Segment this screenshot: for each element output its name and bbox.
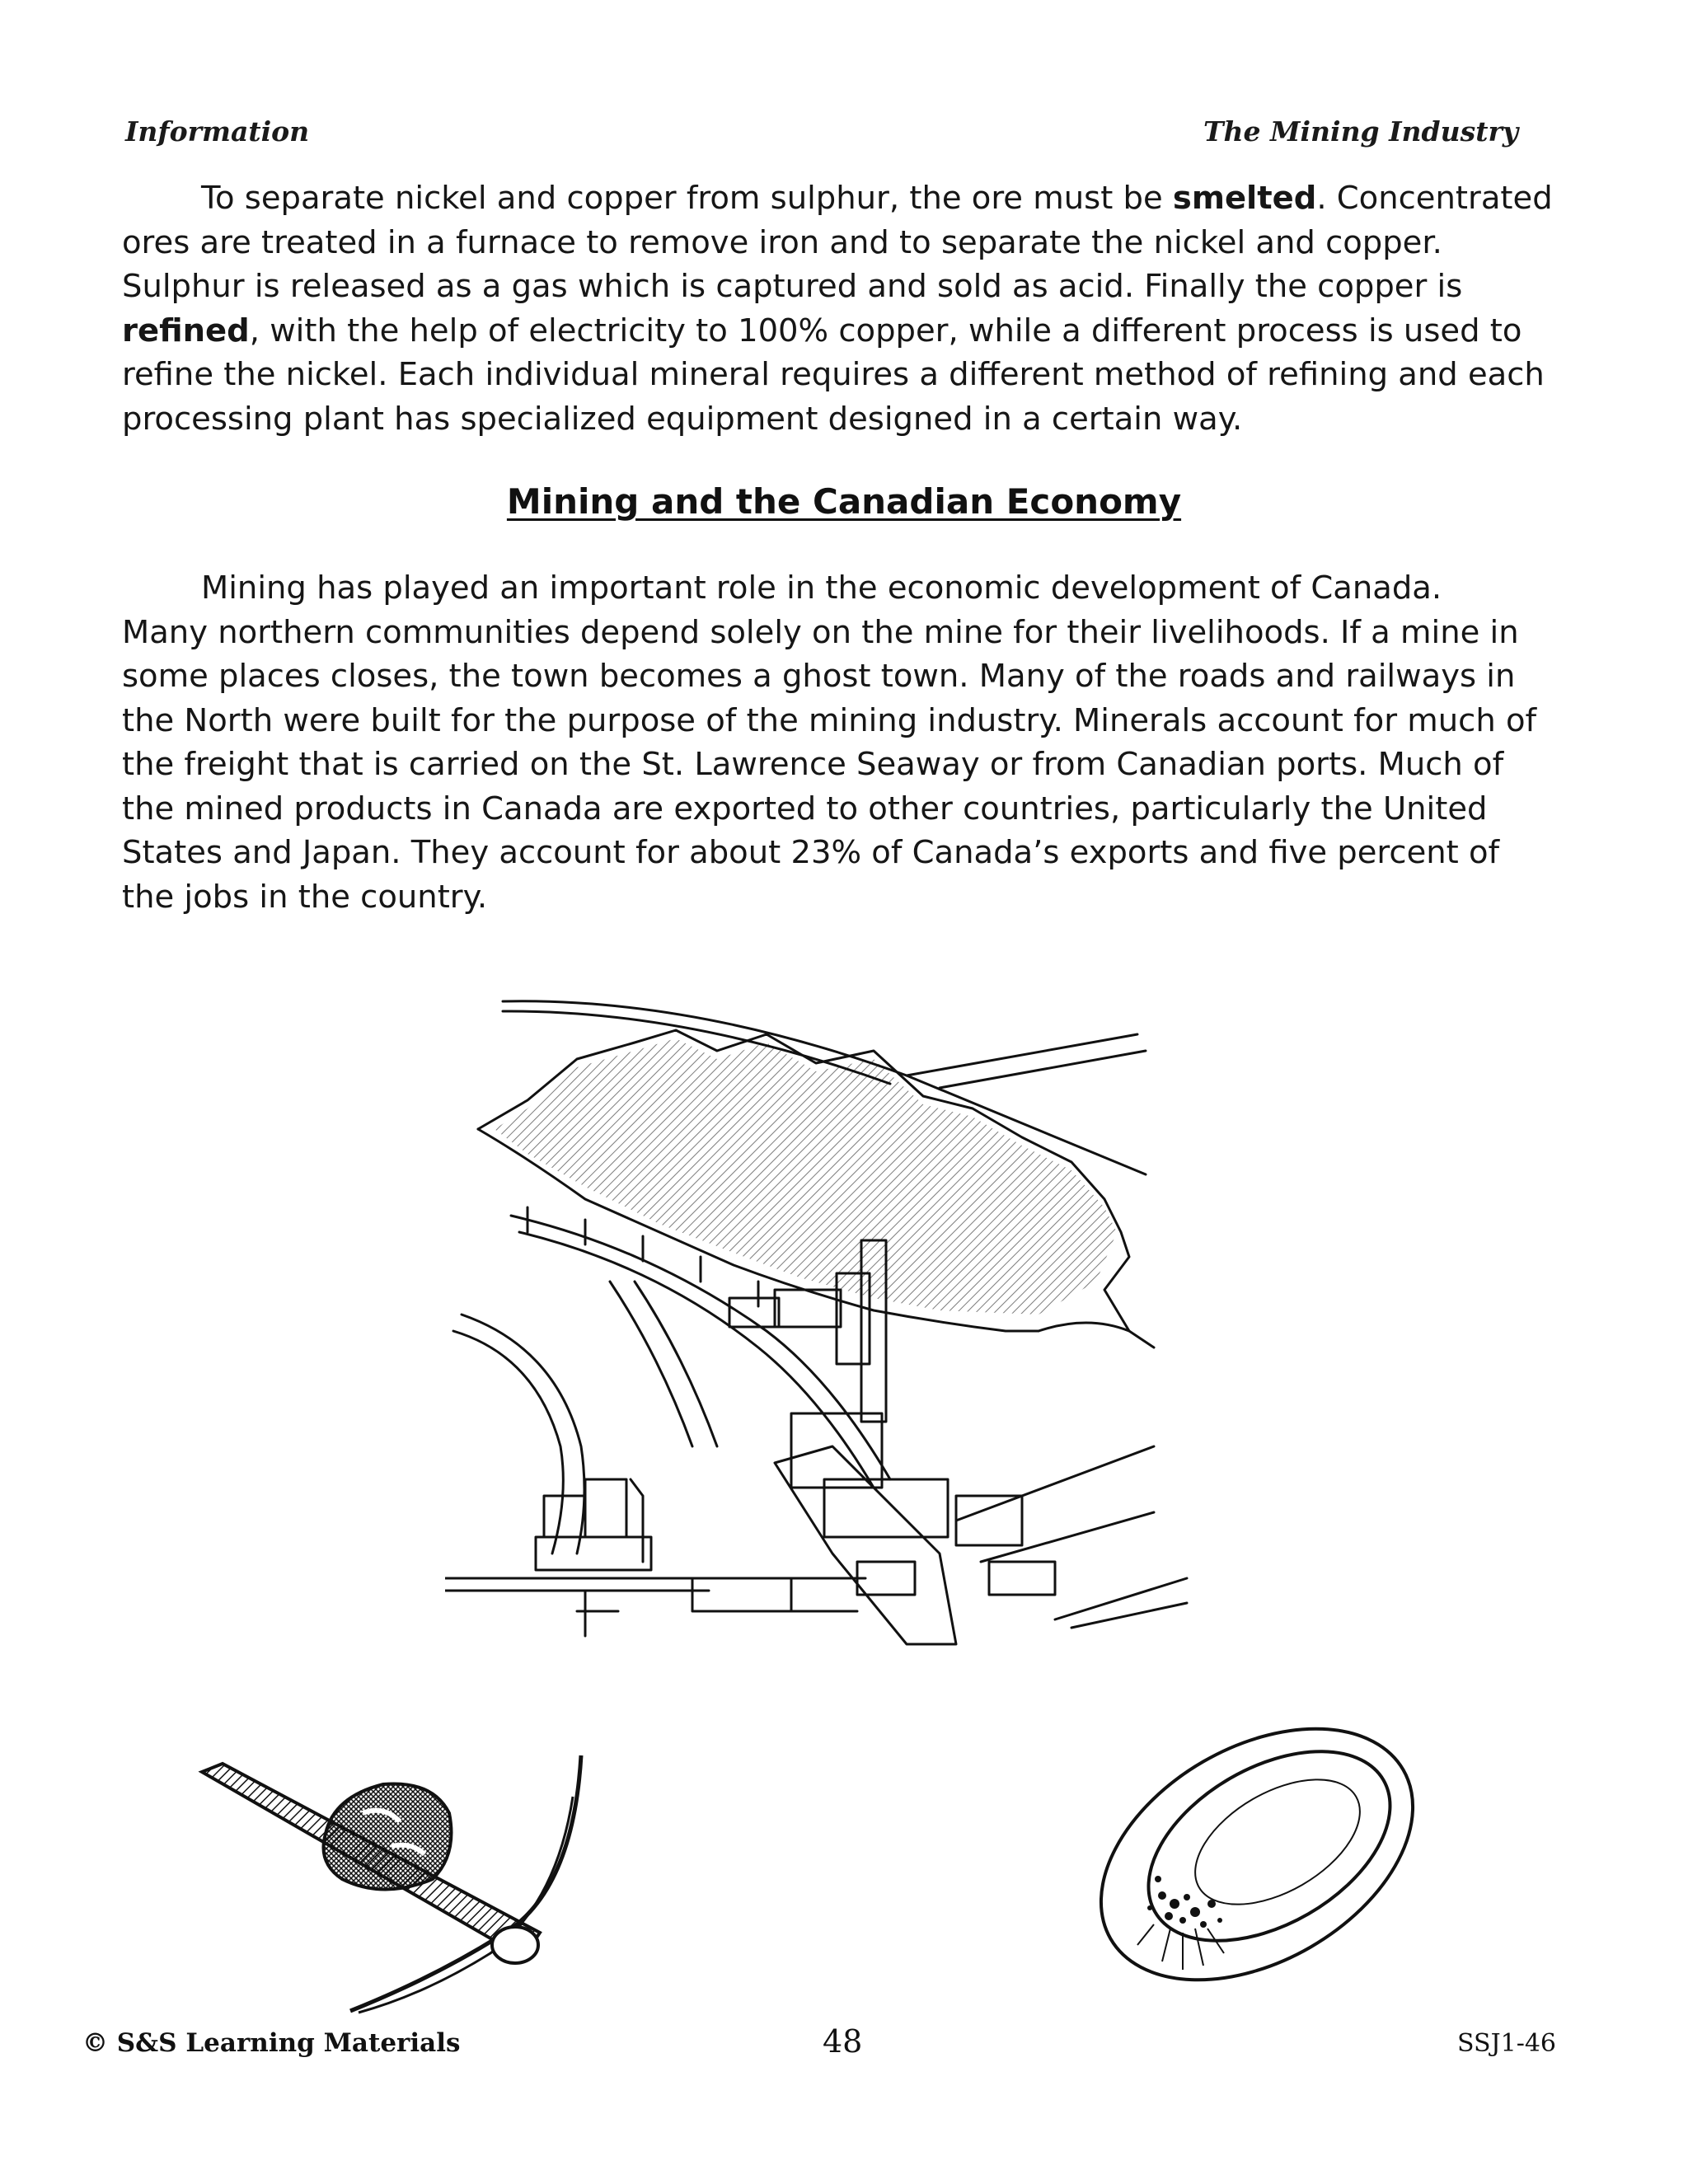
paragraph-line: the North were built for the purpose of the mining industry. Minerals account for much of bbox=[122, 701, 1537, 739]
text-span: To separate nickel and copper from sulphur, the ore must be bbox=[201, 180, 1173, 217]
paragraph-economy bbox=[122, 566, 1566, 919]
paragraph-line: the mined products in Canada are exported to other countries, particularly the United bbox=[122, 790, 1488, 827]
paragraph-line: the jobs in the country. bbox=[122, 878, 488, 916]
text-span: . Concentrated bbox=[1316, 180, 1553, 217]
paragraph-line bbox=[122, 176, 1566, 221]
pickaxe-illustration bbox=[185, 1747, 614, 2019]
paragraph-line: some places closes, the town becomes a ghost town. Many of the roads and railways in bbox=[122, 658, 1516, 695]
paragraph-line: the freight that is carried on the St. Lawrence Seaway or from Canadian ports. Much of bbox=[122, 746, 1504, 783]
paragraph-line: Many northern communities depend solely on the mine for their livelihoods. If a mine in bbox=[122, 613, 1519, 651]
mine-site-illustration bbox=[445, 985, 1220, 1652]
paragraph-line: Sulphur is released as a gas which is captured and sold as acid. Finally the copper is bbox=[122, 268, 1463, 305]
paragraph-line: processing plant has specialized equipment designed in a certain way. bbox=[122, 400, 1243, 438]
gold-pan-illustration bbox=[1071, 1681, 1434, 2011]
paragraph-line: refine the nickel. Each individual mineral requires a different method of refining and each bbox=[122, 356, 1545, 393]
header-title: The Mining Industry bbox=[1203, 115, 1518, 148]
paragraph-line: States and Japan. They account for about 23% of Canada’s exports and five percent of bbox=[122, 834, 1500, 871]
paragraph-smelting bbox=[122, 176, 1566, 441]
footer-copyright: © S&S Learning Materials bbox=[82, 2028, 461, 2058]
bold-term-refined: refined bbox=[122, 312, 250, 349]
bold-term-smelted: smelted bbox=[1172, 180, 1317, 217]
section-heading: Mining and the Canadian Economy bbox=[506, 481, 1182, 522]
paragraph-line: Mining has played an important role in the economic development of Canada. bbox=[201, 569, 1442, 607]
page-number: 48 bbox=[823, 2023, 863, 2060]
header-section-label: Information bbox=[125, 115, 310, 148]
text-span: , with the help of electricity to 100% copper, while a different process is used to bbox=[249, 312, 1522, 349]
footer-code: SSJ1-46 bbox=[1457, 2029, 1556, 2058]
paragraph-line bbox=[122, 309, 1566, 354]
paragraph-line: ores are treated in a furnace to remove iron and to separate the nickel and copper. bbox=[122, 223, 1442, 261]
